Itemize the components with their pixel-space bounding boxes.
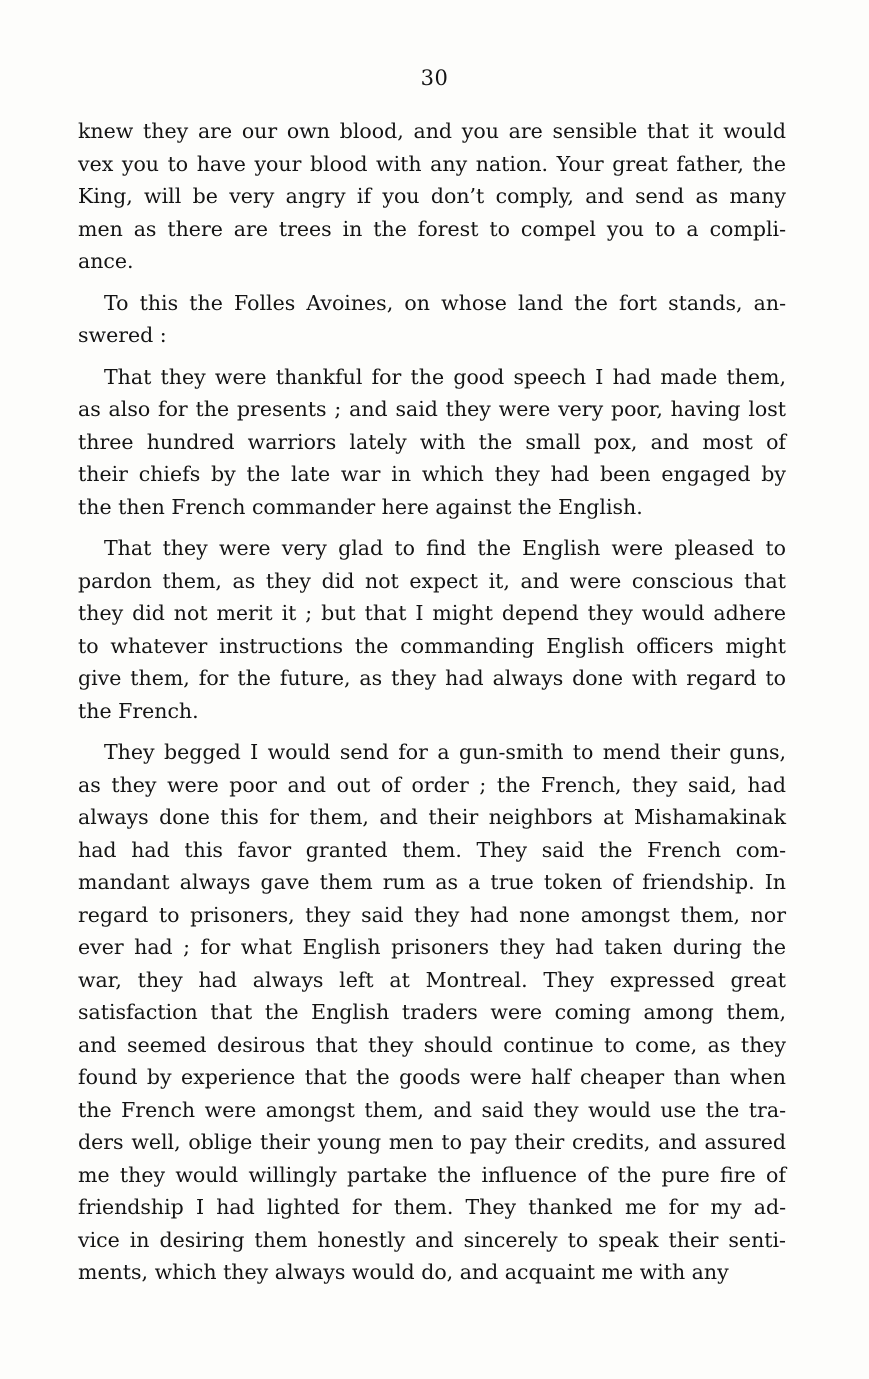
text-line: vice in desiring them honestly and sincerely to speak their senti- (78, 1227, 786, 1252)
text-line: war, they had always left at Montreal. They expressed great (78, 967, 786, 992)
text-line: That they were very glad to find the English were pleased to (104, 536, 786, 560)
text-line: me they would willingly partake the influence of the pure fire of (78, 1162, 786, 1187)
text-line: mandant always gave them rum as a true token of friendship. In (78, 870, 786, 894)
text-line: They begged I would send for a gun-smith to mend their guns, (104, 740, 786, 764)
paragraph (78, 532, 786, 727)
text-line: satisfaction that the English traders were coming among them, (78, 1000, 786, 1024)
text-line: men as there are trees in the forest to compel you to a compli- (78, 216, 786, 241)
text-line: regard to prisoners, they said they had none amongst them, nor (78, 902, 786, 927)
paragraph (78, 287, 786, 352)
page-number: 30 (420, 66, 449, 90)
text-line: give them, for the future, as they had always done with regard to (78, 666, 786, 690)
text-line: they did not merit it ; but that I might depend they would adhere (78, 601, 786, 625)
text-line: swered : (78, 323, 167, 347)
text-line: always done this for them, and their neighbors at Mishamakinak (78, 805, 786, 829)
text-line: ments, which they always would do, and acquaint me with any (78, 1260, 729, 1284)
text-line: their chiefs by the late war in which they had been engaged by (78, 462, 786, 486)
text-line: found by experience that the goods were half cheaper than when (78, 1065, 786, 1089)
text-line: the then French commander here against the English. (78, 494, 643, 519)
text-line: the French. (78, 698, 199, 723)
text-line: King, will be very angry if you don’t comply, and send as many (78, 184, 786, 208)
text-line: That they were thankful for the good speech I had made them, (104, 364, 786, 389)
text-line: ance. (78, 249, 134, 273)
paragraph (78, 361, 786, 524)
text-line: pardon them, as they did not expect it, and were conscious that (78, 568, 786, 593)
text-line: knew they are our own blood, and you are sensible that it would (78, 119, 786, 143)
text-line: vex you to have your blood with any nation. Your great father, the (78, 151, 786, 176)
text-line: and seemed desirous that they should continue to come, as they (78, 1032, 786, 1057)
text-line: To this the Folles Avoines, on whose land the fort stands, an- (104, 290, 786, 315)
text-line: the French were amongst them, and said they would use the tra- (78, 1097, 786, 1122)
text-line: friendship I had lighted for them. They thanked me for my ad- (78, 1195, 786, 1219)
text-line: had had this favor granted them. They said the French com- (78, 837, 786, 862)
paragraph (78, 736, 786, 1289)
text-line: as they were poor and out of order ; the French, they said, had (78, 772, 786, 797)
body-text (78, 115, 786, 1289)
text-line: to whatever instructions the commanding English officers might (78, 633, 786, 658)
paragraph (78, 115, 786, 278)
text-line: three hundred warriors lately with the small pox, and most of (78, 429, 786, 454)
text-line: ders well, oblige their young men to pay their credits, and assured (78, 1130, 786, 1154)
text-line: as also for the presents ; and said they were very poor, having lost (78, 397, 786, 421)
text-line: ever had ; for what English prisoners they had taken during the (78, 935, 786, 959)
